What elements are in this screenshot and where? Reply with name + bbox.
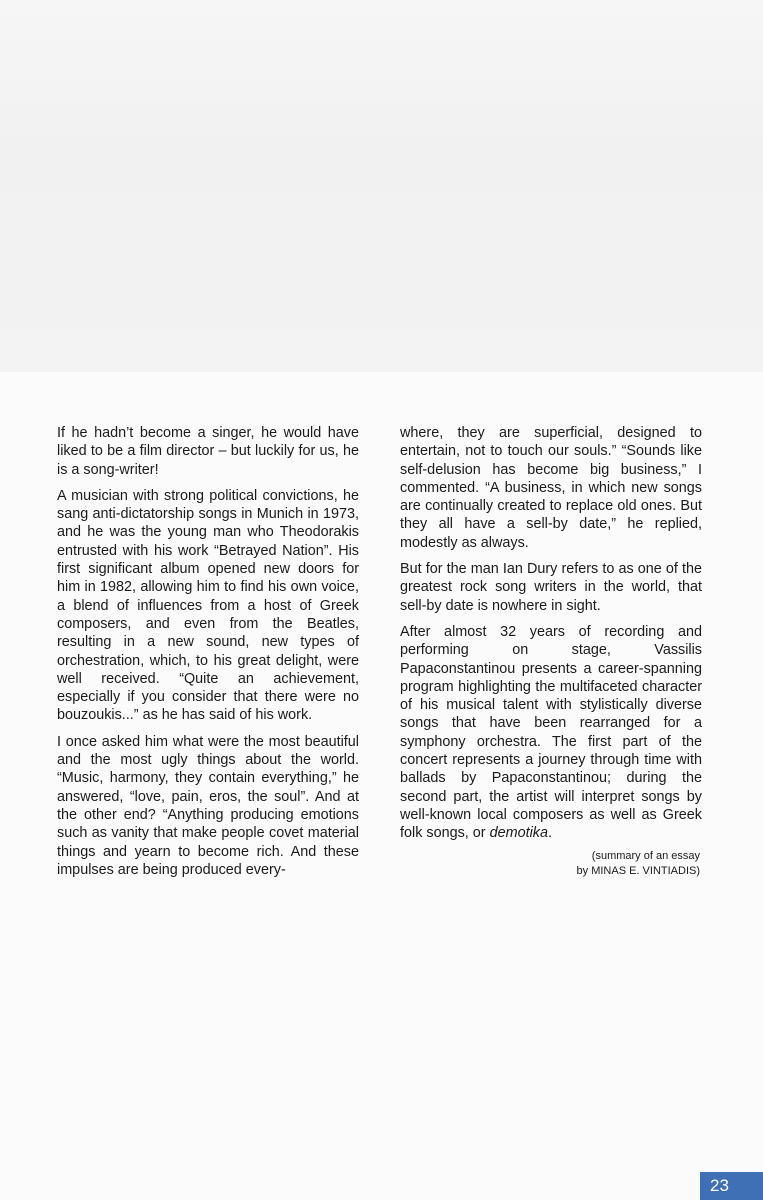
page-number-tab: [700, 1172, 763, 1200]
right-paragraph-2: But for the man Ian Dury refers to as one of the greatest rock song writers in the world, that sell-by date is nowhere in sight.: [400, 561, 702, 614]
demotika-term: demotika: [489, 825, 548, 842]
right-paragraph-3-end: .: [548, 825, 552, 842]
left-paragraph-3: I once asked him what were the most beautiful and the most ugly things about the world. “Music, harmony, they contain everything,” he answered, “love, pain, eros, the soul”. And at the other end? “Anything producing emotions such as vanity that make people covet material things and yearn to become rich. And these impulses are being produced every-: [57, 733, 359, 878]
left-text-column: [57, 424, 359, 887]
essay-credit: [400, 849, 702, 879]
right-text-column: [400, 424, 702, 879]
right-paragraph-3-text: After almost 32 years of recording and performing on stage, Vassilis Papaconstantinou presents a career-spanning program highlighting the multifaceted character of his musical talent with stylistically diverse songs that have been rearranged for a symphony orchestra. The first part of the concert represents a journey through time with ballads by Papaconstantinou; during the second part, the artist will interpret songs by well-known local composers as well as Greek folk songs, or: [400, 623, 702, 842]
credit-line-1: (summary of an essay: [591, 849, 700, 862]
top-blank-band: [0, 0, 763, 372]
page-number: 23: [710, 1176, 729, 1195]
left-paragraph-1: If he hadn’t become a singer, he would have liked to be a film director – but luckily for us, he is a song-writer!: [57, 425, 359, 478]
right-paragraph-3: [400, 623, 702, 843]
right-paragraph-1: where, they are superficial, designed to entertain, not to touch our souls.” “Sounds like self-delusion has become big business,” I commented. “A business, in which new songs are continually created to replace old ones. But they all have a sell-by date,” he replied, modestly as always.: [400, 425, 702, 551]
left-paragraph-2: A musician with strong political convictions, he sang anti-dictatorship songs in Munich in 1973, and he was the young man who Theodorakis entrusted with his work “Betrayed Nation”. His first significant album opened new doors for him in 1982, allowing him to find his own voice, a blend of influences from a host of Greek composers, and even from the Beatles, resulting in a new sound, new types of orchestration, which, to his great delight, were well received. “Quite an achievement, especially if you consider that there were no bouzoukis...” as he has said of his work.: [57, 487, 359, 724]
credit-line-2: by MINAS E. VINTIADIS): [576, 864, 700, 877]
